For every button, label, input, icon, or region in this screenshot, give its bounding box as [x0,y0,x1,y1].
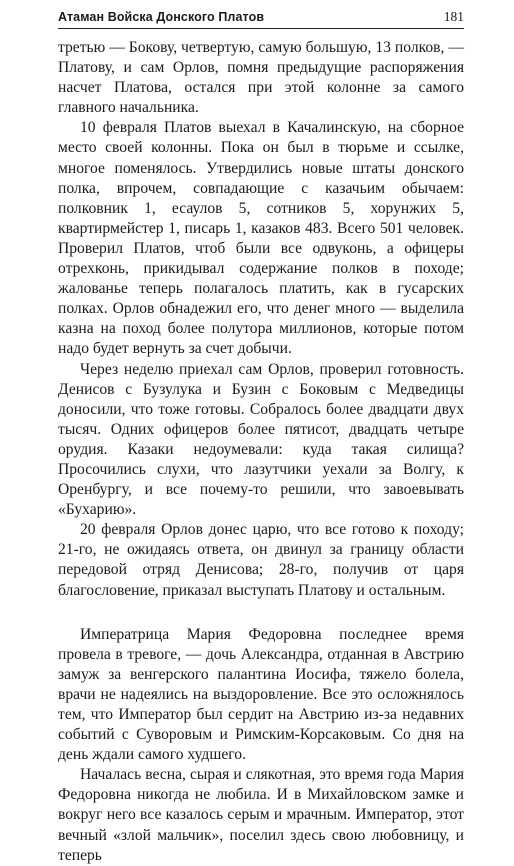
paragraph: Через неделю приехал сам Орлов, проверил готовность. Денисов с Бузулука и Бузин с Боковым с Медведицы доносили, что тоже готовы. Собралось более двадцати двух тысяч. Одних офицеров более пятисот, двадцать четыре орудия. Казаки недоумевали: куда такая силища? Просочились слухи, что лазутчики уехали за Волгу, к Оренбургу, и все почему-то решили, что завоевывать «Бухарию». [58,360,464,519]
body-text [58,38,464,866]
page-header [58,8,464,29]
paragraph: третью — Бокову, четвертую, самую большую, 13 полков, — Платову, и сам Орлов, помня предыдущие распоряжения насчет Платова, остался при этой колонне за самого главного начальника. [58,39,464,117]
running-title: Атаман Войска Донского Платов [58,10,265,24]
paragraph: Императрица Мария Федоровна последнее время провела в тревоге, — дочь Александра, отданная в Австрию замуж за венгерского палантина Иосифа, тяжело болела, врачи не надеялись на выздоровление. Все это осложнялось тем, что Император был сердит на Австрию из-за недавних событий с Суворовым и Римским-Корсаковым. Со дня на день ждали самого худшего. [58,625,464,764]
paragraph: Началась весна, сырая и слякотная, это время года Мария Федоровна никогда не любила. И в Михайловском замке и вокруг него все казалось серым и мрачным. Император, этот вечный «злой мальчик», поселил здесь свою любовницу, и теперь [58,766,464,864]
section-break [58,601,464,625]
page-number: 181 [443,9,464,24]
paragraph: 10 февраля Платов выехал в Качалинскую, на сборное место своей колонны. Пока он был в тюрьме и ссылке, многое поменялось. Утвердились новые штаты донского полка, впрочем, совпадающие с казачьим обычаем: полковник 1, есаулов 5, сотников 5, хорунжих 5, квартирмейстер 1, писарь 1, казаков 483. Всего 501 человек. Проверил Платов, чтоб были все одвуконь, а офицеры отрехконь, прикидывал содержание полков в походе; жалованье теперь полагалось платить, как в гусарских полках. Орлов обнадежил его, что денег много — выделила казна на поход более полутора миллионов, которые потом надо будет вернуть за счет добычи. [58,119,464,358]
paragraph: 20 февраля Орлов донес царю, что все готово к походу; 21-го, не ожидаясь ответа, он двинул за границу области передовой отряд Денисова; 28-го, получив от царя благословение, приказал выступать Платову и остальным. [58,521,464,599]
